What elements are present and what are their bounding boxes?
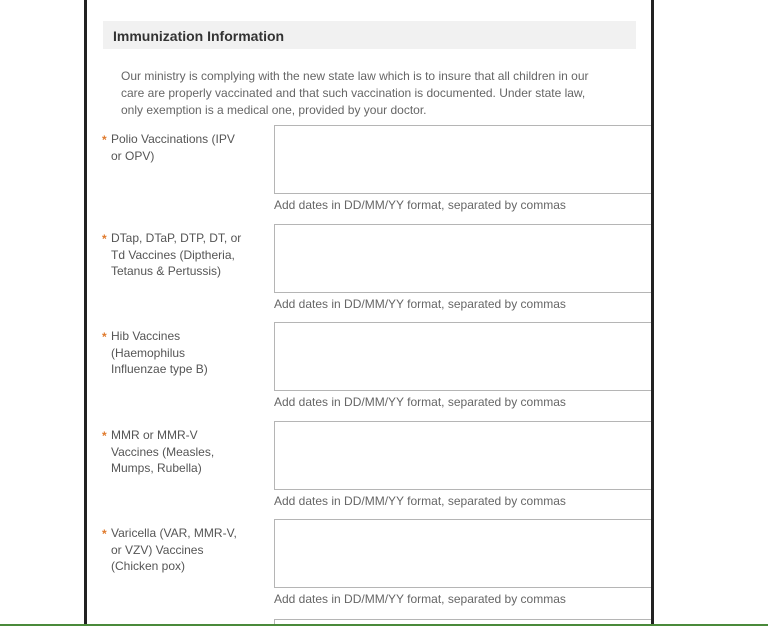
label-line: Tetanus & Pertussis) <box>111 264 222 278</box>
section-title: Immunization Information <box>113 28 285 44</box>
intro-line: only exemption is a medical one, provided by your doctor. <box>121 103 427 117</box>
varicella-dates-input[interactable] <box>274 519 654 588</box>
label-line: Influenzae type B) <box>111 362 208 376</box>
polio-dates-input[interactable] <box>274 125 654 194</box>
required-marker: * <box>102 232 107 246</box>
intro-text <box>121 68 641 119</box>
field-hint: Add dates in DD/MM/YY format, separated by commas <box>274 395 566 409</box>
label-line: or VZV) Vaccines <box>111 542 204 557</box>
mmr-dates-input[interactable] <box>274 421 654 490</box>
label-line: Vaccines (Measles, <box>111 444 215 459</box>
intro-line: Our ministry is complying with the new state law which is to insure that all children in our <box>121 69 589 83</box>
required-marker: * <box>102 429 107 443</box>
field-label <box>111 230 261 280</box>
label-line: MMR or MMR-V <box>111 428 198 442</box>
required-marker: * <box>102 527 107 541</box>
label-line: (Chicken pox) <box>111 559 186 573</box>
label-line: Mumps, Rubella) <box>111 461 202 475</box>
field-polio <box>87 131 651 229</box>
field-label <box>111 328 261 378</box>
field-hib <box>87 328 651 426</box>
label-line: or OPV) <box>111 148 155 163</box>
field-hint: Add dates in DD/MM/YY format, separated by commas <box>274 494 566 508</box>
label-line: Hib Vaccines <box>111 329 181 343</box>
required-marker: * <box>102 133 107 147</box>
label-line: Td Vaccines (Diptheria, <box>111 247 235 262</box>
field-hint: Add dates in DD/MM/YY format, separated by commas <box>274 592 566 606</box>
label-line: DTap, DTaP, DTP, DT, or <box>111 231 242 245</box>
field-label <box>111 427 261 477</box>
required-marker: * <box>102 330 107 344</box>
field-mmr <box>87 427 651 525</box>
label-line: Varicella (VAR, MMR-V, <box>111 526 237 540</box>
field-hint: Add dates in DD/MM/YY format, separated by commas <box>274 198 566 212</box>
field-dtap <box>87 230 651 328</box>
field-hint: Add dates in DD/MM/YY format, separated by commas <box>274 297 566 311</box>
section-header <box>103 21 636 49</box>
intro-line: care are properly vaccinated and that such vaccination is documented. Under state law, <box>121 86 586 100</box>
field-label <box>111 131 261 164</box>
field-varicella <box>87 525 651 623</box>
form-panel <box>84 0 654 626</box>
dtap-dates-input[interactable] <box>274 224 654 293</box>
hib-dates-input[interactable] <box>274 322 654 391</box>
label-line: (Haemophilus <box>111 345 186 360</box>
field-label <box>111 525 261 575</box>
label-line: Polio Vaccinations (IPV <box>111 132 235 146</box>
